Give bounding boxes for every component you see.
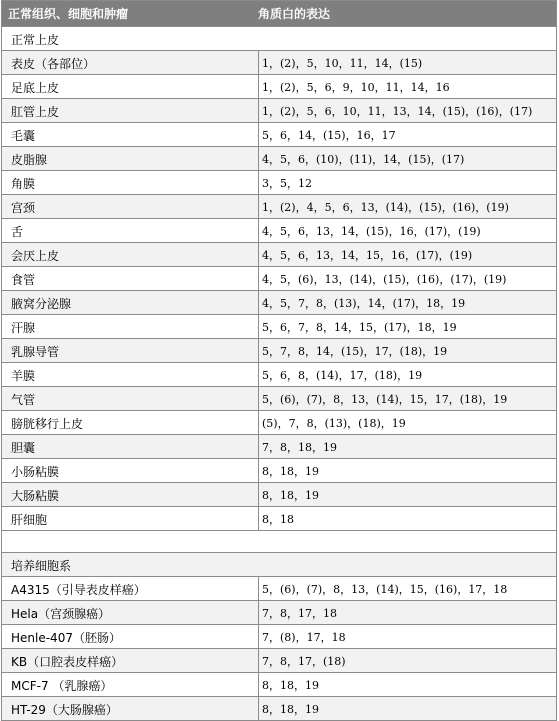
keratin-cell: 3，5，12 xyxy=(258,171,312,194)
tissue-cell: 舌 xyxy=(11,225,24,239)
keratin-cell: 8，18 xyxy=(258,507,294,530)
blank-row xyxy=(2,530,556,552)
table-row xyxy=(2,194,556,218)
tissue-cell: A4315（引导表皮样癌） xyxy=(11,583,146,597)
table-row xyxy=(2,242,556,266)
table-row xyxy=(2,506,556,530)
keratin-cell: 5，6，7，8，14，15，(17)，18，19 xyxy=(258,315,457,338)
tissue-cell: 大肠粘膜 xyxy=(11,489,60,503)
keratin-cell: 1，(2)，5，10，11，14，(15) xyxy=(258,51,422,74)
keratin-cell: 4，5，6，13，14，(15)，16，(17)，(19) xyxy=(258,219,481,242)
tissue-cell: 宫颈 xyxy=(11,201,36,215)
tissue-cell: 肛管上皮 xyxy=(11,105,60,119)
keratin-cell: 8，18，19 xyxy=(258,459,319,482)
tissue-cell: 食管 xyxy=(11,273,36,287)
table-row xyxy=(2,98,556,122)
table-row xyxy=(2,314,556,338)
table-row xyxy=(2,50,556,74)
table-row xyxy=(2,266,556,290)
keratin-cell: 7，8，17，18 xyxy=(258,601,337,624)
table-row xyxy=(2,648,556,672)
table-row xyxy=(2,696,556,720)
table-row xyxy=(2,74,556,98)
keratin-cell: 7，8，18，19 xyxy=(258,435,337,458)
table-row xyxy=(2,576,556,600)
tissue-cell: HT-29（大肠腺癌） xyxy=(11,703,118,717)
keratin-cell: 5，(6)，(7)，8，13，(14)，15，(16)，17，18 xyxy=(258,577,507,600)
table-header xyxy=(2,1,556,26)
keratin-cell: 4，5，6，(10)，(11)，14，(15)，(17) xyxy=(258,147,464,170)
keratin-cell: 5，6，14，(15)，16，17 xyxy=(258,123,396,146)
keratin-cell: 7，8，17，(18) xyxy=(258,649,346,672)
keratin-cell: 4，5，6，13，14，15，16，(17)，(19) xyxy=(258,243,472,266)
tissue-cell: KB（口腔表皮样癌） xyxy=(11,655,124,669)
keratin-cell: 4，5，(6)，13，(14)，(15)，(16)，(17)，(19) xyxy=(258,267,506,290)
tissue-cell: 会厌上皮 xyxy=(11,249,60,263)
table-row xyxy=(2,290,556,314)
table-row xyxy=(2,482,556,506)
table-row xyxy=(2,458,556,482)
keratin-cell: 8，18，19 xyxy=(258,673,319,696)
table-row xyxy=(2,362,556,386)
section-row xyxy=(2,552,556,576)
tissue-cell: 膀胱移行上皮 xyxy=(11,417,84,431)
keratin-cell: 7，(8)，17，18 xyxy=(258,625,346,648)
table-row xyxy=(2,672,556,696)
table-row xyxy=(2,624,556,648)
tissue-cell: 角膜 xyxy=(11,177,36,191)
keratin-cell: 1，(2)，5，6，9，10，11，14，16 xyxy=(258,75,450,98)
tissue-cell: 皮脂腺 xyxy=(11,153,48,167)
table-row xyxy=(2,386,556,410)
tissue-cell: 羊膜 xyxy=(11,369,36,383)
table-row xyxy=(2,218,556,242)
table-body xyxy=(2,26,556,720)
tissue-cell: 胆囊 xyxy=(11,441,36,455)
tissue-cell: 汗腺 xyxy=(11,321,36,335)
keratin-cell: 8，18，19 xyxy=(258,483,319,506)
table-row xyxy=(2,434,556,458)
table-row xyxy=(2,600,556,624)
table-row xyxy=(2,338,556,362)
tissue-cell: MCF-7 （乳腺癌） xyxy=(11,679,113,693)
header-tissue: 正常组织、细胞和肿瘤 xyxy=(8,7,129,21)
keratin-cell: (5)，7，8，(13)，(18)，19 xyxy=(258,411,406,434)
table-row xyxy=(2,122,556,146)
tissue-cell: 正常上皮 xyxy=(11,33,60,47)
tissue-cell: 培养细胞系 xyxy=(11,559,72,573)
table-row xyxy=(2,146,556,170)
keratin-cell: 4，5，7，8，(13)，14，(17)，18，19 xyxy=(258,291,465,314)
keratin-expression-table xyxy=(1,0,557,721)
keratin-cell: 5，(6)，(7)，8，13，(14)，15，17，(18)，19 xyxy=(258,387,507,410)
tissue-cell: 毛囊 xyxy=(11,129,36,143)
header-keratin: 角质白的表达 xyxy=(258,7,331,21)
section-row xyxy=(2,26,556,50)
table-row xyxy=(2,410,556,434)
tissue-cell: 腋窝分泌腺 xyxy=(11,297,72,311)
tissue-cell: 肝细胞 xyxy=(11,513,48,527)
tissue-cell: Henle-407（胚肠） xyxy=(11,631,121,645)
tissue-cell: 表皮（各部位） xyxy=(11,57,96,71)
table-row xyxy=(2,170,556,194)
keratin-cell: 5，7，8，14，(15)，17，(18)，19 xyxy=(258,339,447,362)
tissue-cell: 足底上皮 xyxy=(11,81,60,95)
tissue-cell: 气管 xyxy=(11,393,36,407)
keratin-cell: 1，(2)，5，6，10，11，13，14，(15)，(16)，(17) xyxy=(258,99,532,122)
keratin-cell: 8，18，19 xyxy=(258,697,319,720)
keratin-cell: 1，(2)，4，5，6，13，(14)，(15)，(16)，(19) xyxy=(258,195,509,218)
tissue-cell: Hela（宫颈腺癌） xyxy=(11,607,111,621)
tissue-cell: 小肠粘膜 xyxy=(11,465,60,479)
keratin-cell: 5，6，8，(14)，17，(18)，19 xyxy=(258,363,422,386)
tissue-cell: 乳腺导管 xyxy=(11,345,60,359)
